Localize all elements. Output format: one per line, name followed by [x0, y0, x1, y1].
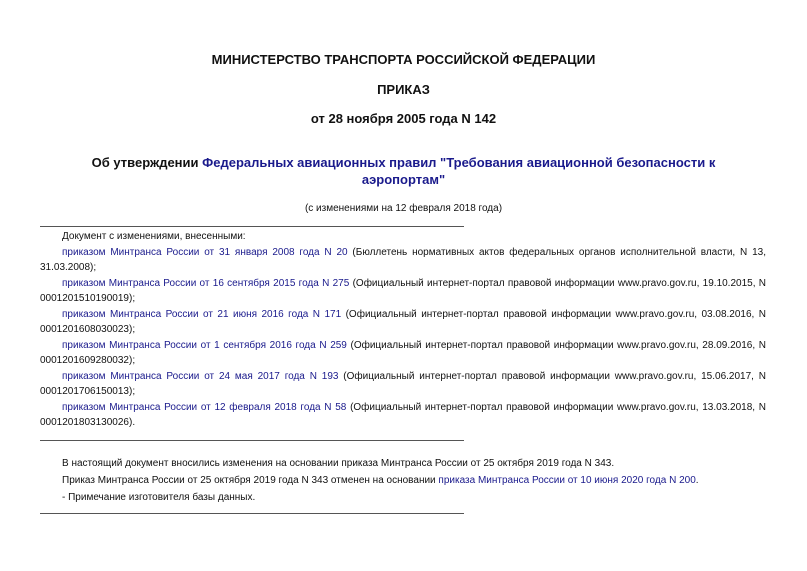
ministry-heading: МИНИСТЕРСТВО ТРАНСПОРТА РОССИЙСКОЙ ФЕДЕРАЦИИ — [211, 52, 596, 67]
changes-block — [40, 229, 766, 430]
note-line3: - Примечание изготовителя базы данных. — [62, 492, 256, 503]
document-title — [0, 154, 807, 188]
change-item — [40, 400, 766, 430]
change-item — [40, 245, 766, 275]
change-item-link[interactable]: приказом Минтранса России от 16 сентября 2015 года N 275 — [62, 278, 350, 289]
divider-bottom — [40, 513, 464, 514]
change-item-text: (Официальный интернет-портал правовой информации www.pravo.gov.ru, 19.10.2015, N 0001201510190019); — [40, 278, 766, 304]
doc-type-heading: ПРИКАЗ — [377, 82, 430, 97]
change-item-link[interactable]: приказом Минтранса России от 12 февраля 2018 года N 58 — [62, 402, 347, 413]
notes-block — [40, 456, 766, 505]
change-item-link[interactable]: приказом Минтранса России от 24 мая 2017 года N 193 — [62, 371, 339, 382]
change-item-text: (Официальный интернет-портал правовой информации www.pravo.gov.ru, 13.03.2018, N 0001201803130026). — [40, 402, 766, 428]
note-line2-prefix: Приказ Минтранса России от 25 октября 2019 года N 343 отменен на основании — [62, 475, 439, 486]
divider-top — [40, 226, 464, 227]
divider-middle — [40, 440, 464, 441]
subtitle: (с изменениями на 12 февраля 2018 года) — [304, 203, 503, 214]
change-item-link[interactable]: приказом Минтранса России от 21 июня 2016 года N 171 — [62, 309, 342, 320]
note-line2-link[interactable]: приказа Минтранса России от 10 июня 2020 года N 200 — [438, 475, 696, 486]
change-item — [40, 307, 766, 337]
title-link-line2[interactable]: аэропортам" — [361, 172, 446, 187]
change-item-text: (Официальный интернет-портал правовой информации www.pravo.gov.ru, 03.08.2016, N 0001201608030023); — [40, 309, 766, 335]
note-line1: В настоящий документ вносились изменения на основании приказа Минтранса России от 25 октября 2019 года N 343. — [62, 458, 615, 469]
title-link-line1[interactable]: Федеральных авиационных правил "Требования авиационной безопасности к — [202, 155, 716, 170]
change-item-link[interactable]: приказом Минтранса России от 31 января 2008 года N 20 — [62, 247, 348, 258]
change-item — [40, 338, 766, 368]
changes-intro: Документ с изменениями, внесенными: — [62, 231, 246, 242]
change-item-text: (Официальный интернет-портал правовой информации www.pravo.gov.ru, 28.09.2016, N 0001201609280032); — [40, 340, 766, 366]
note-line2-suffix: . — [695, 475, 699, 486]
change-item — [40, 276, 766, 306]
date-number-heading: от 28 ноября 2005 года N 142 — [310, 111, 497, 126]
change-item-text: (Бюллетень нормативных актов федеральных органов исполнительной власти, N 13, 31.03.2008); — [40, 247, 766, 273]
change-item — [40, 369, 766, 399]
change-item-link[interactable]: приказом Минтранса России от 1 сентября 2016 года N 259 — [62, 340, 347, 351]
change-item-text: (Официальный интернет-портал правовой информации www.pravo.gov.ru, 15.06.2017, N 0001201706150013); — [40, 371, 766, 397]
title-prefix: Об утверждении — [91, 155, 203, 170]
note-line2 — [40, 473, 766, 488]
